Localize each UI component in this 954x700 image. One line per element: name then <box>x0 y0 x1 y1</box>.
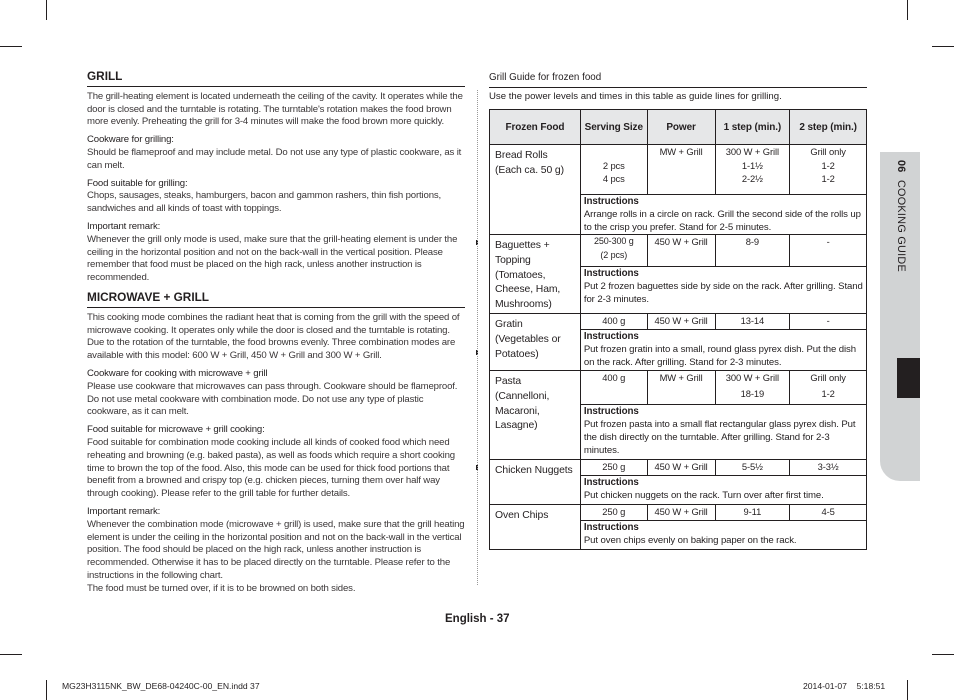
cookware-title: Cookware for grilling: <box>87 134 174 146</box>
crop-mark <box>0 654 22 655</box>
crop-mark <box>46 680 47 700</box>
header-frozen-food: Frozen Food <box>490 110 581 145</box>
power-cell: 450 W + Grill <box>647 313 715 329</box>
step2-cell: 4-5 <box>790 504 867 520</box>
power-cell: 450 W + Grill <box>647 235 715 267</box>
serving-cell: 400 g <box>580 313 647 329</box>
table-row <box>490 504 867 520</box>
mwg-food-title: Food suitable for microwave + grill cooking: <box>87 424 265 436</box>
footer-timestamp: 2014-01-07 5:18:51 <box>803 681 886 691</box>
instructions-cell <box>580 195 866 235</box>
food-cell: Bread Rolls (Each ca. 50 g) <box>490 145 581 235</box>
food-title: Food suitable for grilling: <box>87 177 188 189</box>
food-cell: Oven Chips <box>490 504 581 549</box>
column-divider <box>477 90 478 585</box>
step1-cell: 8-9 <box>715 235 790 267</box>
serving-line <box>581 145 647 159</box>
instructions-label: Instructions <box>583 476 639 488</box>
page-number: English - 37 <box>445 613 510 625</box>
instructions-cell <box>580 266 866 313</box>
serving-line: (2 pcs) <box>600 249 628 260</box>
header-power: Power <box>647 110 715 145</box>
step2-cell <box>790 145 867 195</box>
table-row <box>490 235 867 267</box>
instructions-cell <box>580 520 866 549</box>
crop-mark <box>932 46 954 47</box>
instructions-text: Put frozen gratin into a small, round glass pyrex dish. Put the dish on the rack. After grilling. Stand for 2-3 minutes. <box>583 343 856 368</box>
step1-cell: 5-5½ <box>715 459 790 475</box>
grill-intro: The grill-heating element is located underneath the ceiling of the cavity. It operates while the door is closed and the turntable is rotating. The turntable's rotation makes the food brown more evenly. Preheating the grill for 3-4 minutes will make the food brown more quickly. <box>87 90 463 128</box>
mwg-remark-text: Whenever the combination mode (microwave + grill) is used, make sure that the grill heating element is under the ceiling in the horizontal position and not on the back-wall in the vertical position. The food should be placed on the high rack, unless another instruction is recommended. Otherwise it has to be placed directly on the turntable. Please refer to the instructions in the following chart. <box>87 518 465 581</box>
power-cell: 450 W + Grill <box>647 504 715 520</box>
step1-cell: 9-11 <box>715 504 790 520</box>
serving-cell: 250 g <box>580 504 647 520</box>
header-serving-size: Serving Size <box>580 110 647 145</box>
left-column <box>87 70 465 595</box>
step2-cell: 3-3½ <box>790 459 867 475</box>
instructions-label: Instructions <box>583 521 639 533</box>
grill-guide-table <box>489 109 867 550</box>
instructions-label: Instructions <box>583 405 639 417</box>
step1-line: 300 W + Grill <box>725 371 779 383</box>
cookware-text: Should be flameproof and may include metal. Do not use any type of plastic cookware, as it can melt. <box>87 146 462 171</box>
step1-line: 300 W + Grill <box>725 146 779 157</box>
chapter-number: 06 <box>895 160 907 173</box>
serving-line: 4 pcs <box>602 173 625 184</box>
power-cell: MW + Grill <box>647 145 715 195</box>
serving-line: 250-300 g <box>593 236 634 246</box>
step2-cell: - <box>790 235 867 267</box>
title-rule <box>489 87 867 88</box>
food-text: Chops, sausages, steaks, hamburgers, bacon and gammon rashers, thin fish portions, sandwiches and all kinds of toast with toppings. <box>87 190 442 215</box>
serving-line: 2 pcs <box>602 159 625 171</box>
serving-cell: 250 g <box>580 459 647 475</box>
step2-line: 1-2 <box>821 159 835 171</box>
step2-line: Grill only <box>810 371 846 383</box>
crop-mark <box>932 654 954 655</box>
grill-guide-intro: Use the power levels and times in this table as guide lines for grilling. <box>489 91 782 102</box>
instructions-cell <box>580 475 866 504</box>
step2-line: 1-2 <box>821 388 835 400</box>
step1-cell: 13-14 <box>715 313 790 329</box>
chapter-label <box>893 160 907 272</box>
instructions-text: Put frozen pasta into a small flat rectangular glass pyrex dish. Put the dish directly on the turntable. After grilling. Stand for 2-3 minutes. <box>583 418 856 456</box>
food-cell: Gratin (Vegetables or Potatoes) <box>490 313 581 370</box>
power-cell: MW + Grill <box>647 370 715 404</box>
power-cell: 450 W + Grill <box>647 459 715 475</box>
serving-cell <box>580 235 647 267</box>
crop-mark <box>0 46 22 47</box>
step2-cell: - <box>790 313 867 329</box>
step1-line: 18-19 <box>740 388 765 400</box>
table-row <box>490 145 867 195</box>
serving-cell: 400 g <box>580 370 647 404</box>
crop-mark <box>46 0 47 20</box>
grill-heading: GRILL <box>87 70 465 87</box>
instructions-cell <box>580 404 866 459</box>
step1-line: 1-1½ <box>741 159 763 171</box>
remark-title: Important remark: <box>87 220 161 232</box>
step1-cell <box>715 145 790 195</box>
remark-text: Whenever the grill only mode is used, make sure that the grill-heating element is under the ceiling in the horizontal position and not on the back-wall in the vertical position. Please remember that food must be placed on the high rack, unless another instruction is recommended. <box>87 233 458 284</box>
chapter-title: COOKING GUIDE <box>895 179 907 273</box>
step2-cell <box>790 370 867 404</box>
mwg-remark-title: Important remark: <box>87 505 161 517</box>
instructions-label: Instructions <box>583 196 639 207</box>
instructions-text: Put chicken nuggets on the rack. Turn over after first time. <box>583 489 824 501</box>
instructions-label: Instructions <box>583 267 639 279</box>
microwave-grill-intro: This cooking mode combines the radiant heat that is coming from the grill with the speed of microwave cooking. It operates only while the door is closed and the turntable is rotating. Due to the rotation of the turntable, the food browns evenly. Three combination modes are available with this model: 600 W + Grill, 450 W + Grill and 300 W + Grill. <box>87 311 460 362</box>
instructions-cell <box>580 329 866 370</box>
food-cell: Pasta (Cannelloni, Macaroni, Lasagne) <box>490 370 581 459</box>
crop-mark <box>907 0 908 20</box>
table-row <box>490 370 867 404</box>
step2-line: 1-2 <box>821 173 835 184</box>
grill-guide-title: Grill Guide for frozen food <box>489 72 602 83</box>
mwg-remark-text-2: The food must be turned over, if it is to be browned on both sides. <box>87 582 356 594</box>
food-cell: Chicken Nuggets <box>490 459 581 504</box>
microwave-grill-heading: MICROWAVE + GRILL <box>87 291 465 308</box>
table-row <box>490 459 867 475</box>
instructions-text: Put oven chips evenly on baking paper on the rack. <box>583 534 797 546</box>
mwg-cookware-text: Please use cookware that microwaves can pass through. Cookware should be flameproof. Do not use metal cookware with combination mode. Do not use any type of plastic cookware, as it can melt. <box>87 380 458 418</box>
instructions-text: Arrange rolls in a circle on rack. Grill the second side of the rolls up to the crisp you prefer. Stand for 2-5 minutes. <box>583 209 861 233</box>
table-row <box>490 313 867 329</box>
instructions-label: Instructions <box>583 330 639 342</box>
header-step-2: 2 step (min.) <box>790 110 867 145</box>
crop-mark <box>907 680 908 700</box>
mwg-cookware-title: Cookware for cooking with microwave + grill <box>87 367 268 379</box>
step2-line: Grill only <box>810 146 846 157</box>
serving-cell <box>580 145 647 195</box>
instructions-text: Put 2 frozen baguettes side by side on the rack. After grilling. Stand for 2-3 minutes. <box>583 280 863 305</box>
mwg-food-text: Food suitable for combination mode cooking include all kinds of cooked food which need reheating and browning (e.g. baked pasta), as well as foods which require a short cooking time to brown the top of the food. Also, this mode can be used for thick food portions that benefit from a browned and crispy top (e.g. chicken pieces, turning them over half way through cooking). Please refer to the grill table for further details. <box>87 436 455 500</box>
chapter-marker <box>897 358 920 398</box>
table-header-row <box>490 110 867 145</box>
step1-cell <box>715 370 790 404</box>
header-step-1: 1 step (min.) <box>715 110 790 145</box>
food-cell: Baguettes + Topping (Tomatoes, Cheese, Ham, Mushrooms) <box>490 235 581 314</box>
step1-line: 2-2½ <box>741 173 763 184</box>
footer-filename: MG23H3115NK_BW_DE68-04240C-00_EN.indd 37 <box>62 681 260 691</box>
